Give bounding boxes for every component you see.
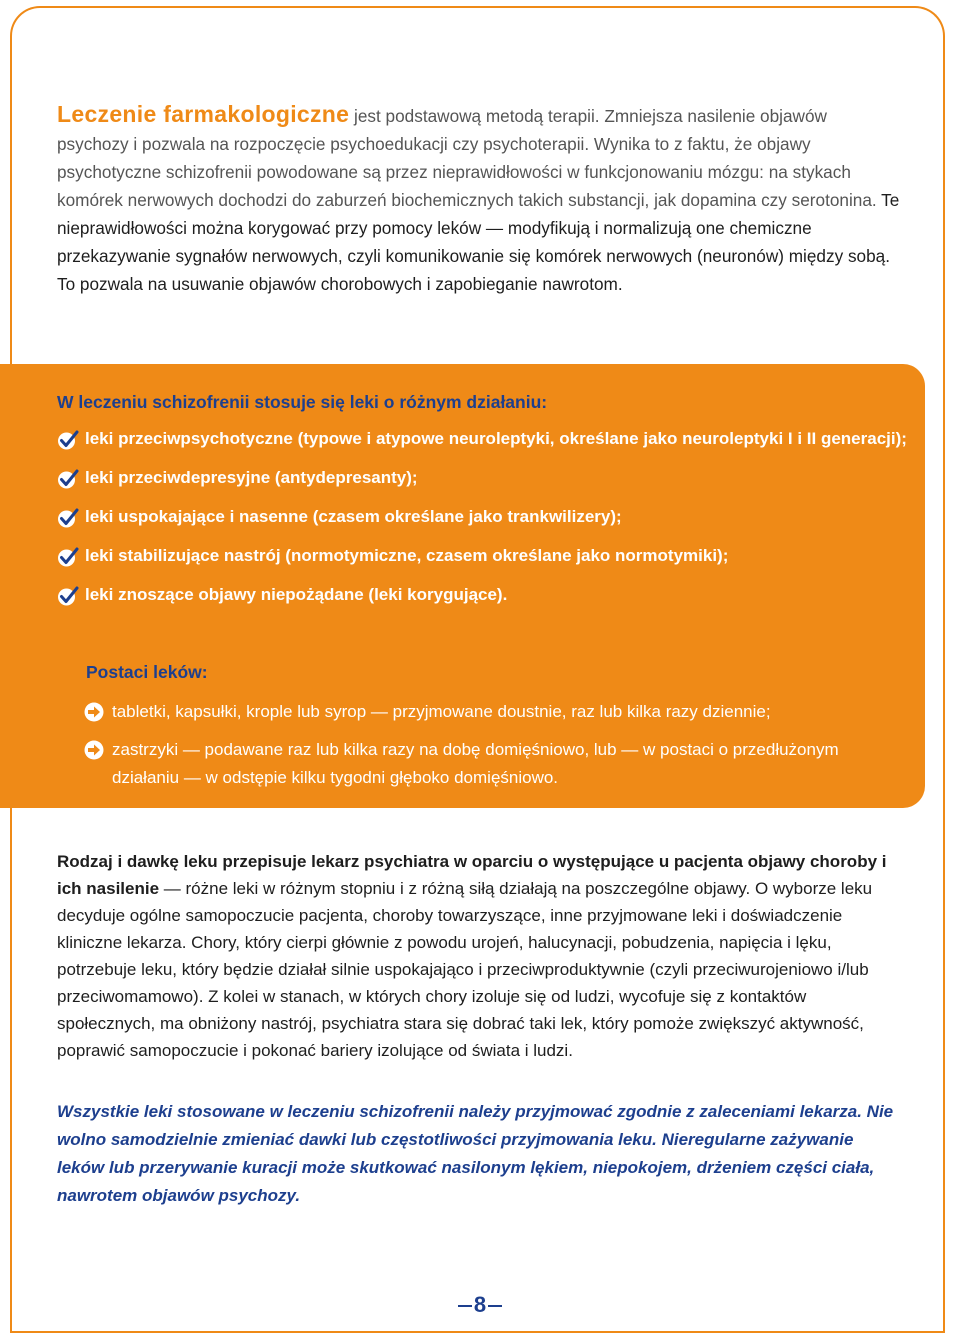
drug-forms-list: [84, 698, 904, 802]
checkmark-icon: [57, 468, 79, 490]
drug-types-list: [57, 426, 907, 621]
list-item-text: leki stabilizujące nastrój (normotymiczne, czasem określane jako normotymiki);: [85, 546, 729, 565]
page-number-dash-left: [458, 1305, 472, 1307]
list-item-text: leki przeciwpsychotyczne (typowe i atypowe neuroleptyki, określane jako neuroleptyki I i II generacji);: [85, 429, 907, 448]
list-item: [57, 582, 907, 608]
intro-paragraph: [57, 100, 903, 298]
page-number-dash-right: [488, 1305, 502, 1307]
checkmark-icon: [57, 546, 79, 568]
intro-lead: Leczenie farmakologiczne: [57, 101, 350, 127]
list-item: [84, 698, 904, 726]
arrow-right-icon: [84, 702, 104, 722]
list-item-text: leki znoszące objawy niepożądane (leki korygujące).: [85, 585, 508, 604]
list-item: [57, 426, 907, 452]
page-frame-bottom: [10, 1331, 945, 1333]
prescription-lead: Rodzaj i dawkę leku przepisuje lekarz psychiatra w oparciu o występujące u pacjenta objawy choroby i ich nasilenie: [57, 852, 887, 898]
intro-text-a: jest podstawową metodą terapii. Zmniejsza nasilenie objawów psychozy i pozwala na rozpoczęcie psychoedukacji czy psychoterapii. Wynika to z faktu, że objawy psychotyczne schizofrenii powodowane są przez nieprawidłowości w funkcjonowaniu mózgu: na stykach komórek nerwowych dochodzi do zaburzeń biochemicznych takich substancji, jak dopamina czy serotonina.: [57, 106, 877, 210]
list-item-text: leki uspokajające i nasenne (czasem określane jako trankwilizery);: [85, 507, 622, 526]
arrow-right-icon: [84, 740, 104, 760]
checkmark-icon: [57, 585, 79, 607]
list-item: [57, 543, 907, 569]
drug-types-title: W leczeniu schizofrenii stosuje się leki o różnym działaniu:: [57, 392, 548, 412]
prescription-paragraph: [57, 848, 903, 1064]
list-item-text: tabletki, kapsułki, krople lub syrop — przyjmowane doustnie, raz lub kilka razy dziennie;: [112, 702, 771, 721]
list-item: [84, 736, 904, 792]
page-number: [0, 1292, 960, 1318]
list-item: [57, 465, 907, 491]
list-item: [57, 504, 907, 530]
checkmark-icon: [57, 507, 79, 529]
drug-forms-title: Postaci leków:: [86, 662, 208, 682]
warning-paragraph: Wszystkie leki stosowane w leczeniu schizofrenii należy przyjmować zgodnie z zaleceniami lekarza. Nie wolno samodzielnie zmieniać dawki lub częstotliwości przyjmowania leku. Nieregularne zażywanie leków lub przerywanie kuracji może skutkować nasilonym lękiem, niepokojem, drżeniem części ciała, nawrotem objawów psychozy.: [57, 1102, 894, 1205]
list-item-text: zastrzyki — podawane raz lub kilka razy na dobę domięśniowo, lub — w postaci o przedłużonym działaniu — w odstępie kilku tygodni głęboko domięśniowo.: [112, 740, 839, 787]
checkmark-icon: [57, 429, 79, 451]
page-number-value: 8: [473, 1292, 487, 1317]
prescription-text: — różne leki w różnym stopniu i z różną siłą działają na poszczególne objawy. O wyborze leku decyduje ogólne samopoczucie pacjenta, choroby towarzyszące, inne przyjmowane leki i doświadczenie kliniczne lekarza. Chory, który cierpi głównie z powodu urojeń, halucynacji, pobudzenia, napięcia i lęku, potrzebuje leku, który będzie działał silnie uspokajająco i przeciwproduktywnie (czyli przeciwurojeniowo i/lub przeciwomamowo). Z kolei w stanach, w których chory izoluje się od ludzi, wycofuje się z kontaktów społecznych, ma obniżony nastrój, psychiatra stara się dobrać taki lek, który pomoże zwiększyć aktywność, poprawić samopoczucie i pokonać bariery izolujące od świata i ludzi.: [57, 879, 873, 1060]
intro-text-b: Te nieprawidłowości można korygować przy pomocy leków — modyfikują i normalizują one chemiczne przekazywanie sygnałów nerwowych, czyli komunikowanie się komórek nerwowych (neuronów) między sobą. To pozwala na usuwanie objawów chorobowych i zapobieganie nawrotom.: [57, 190, 900, 294]
list-item-text: leki przeciwdepresyjne (antydepresanty);: [85, 468, 418, 487]
